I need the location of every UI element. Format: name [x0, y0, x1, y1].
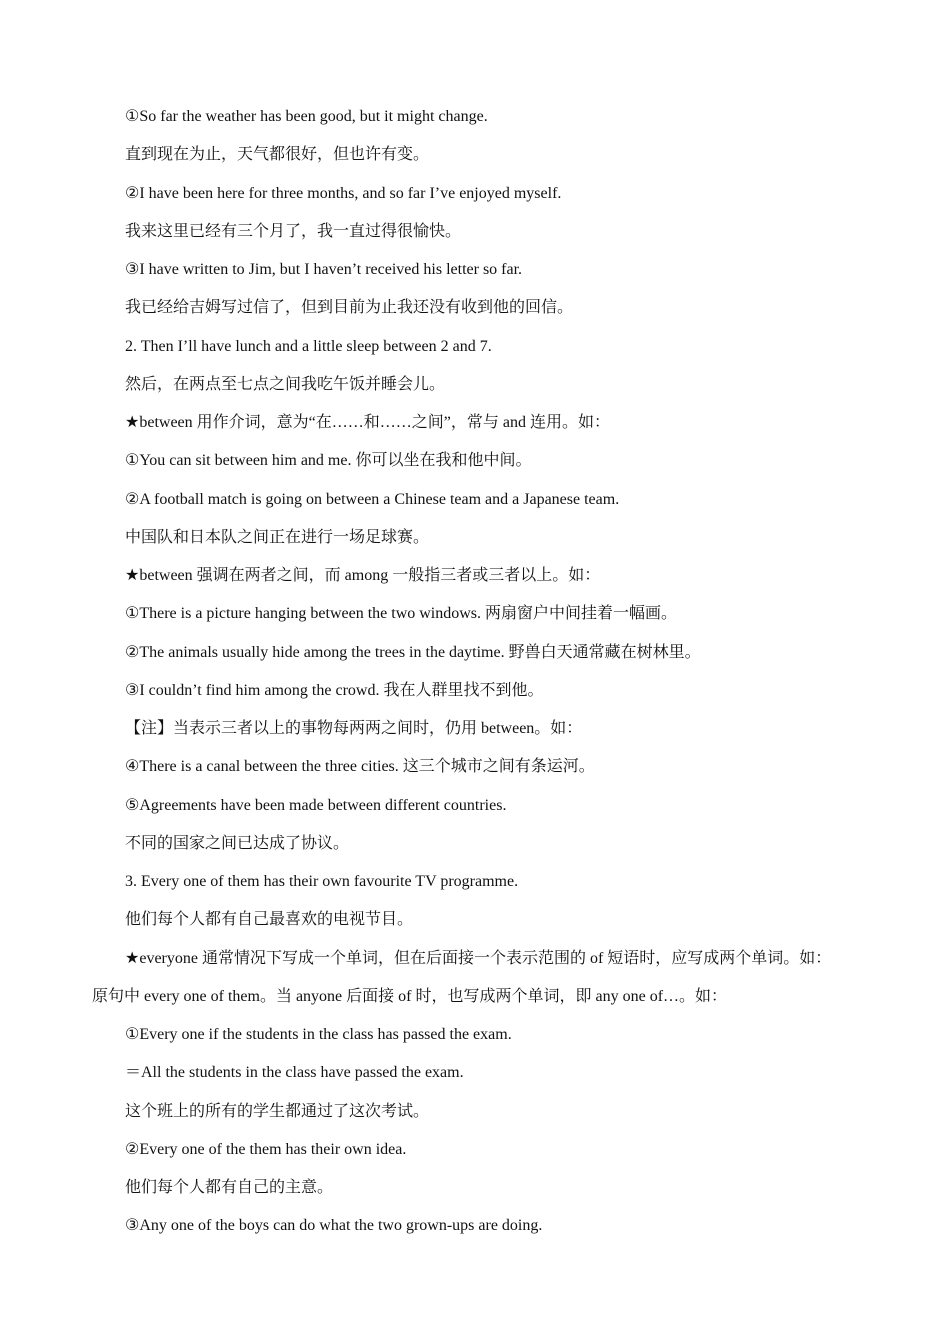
text-line: ②The animals usually hide among the trees in the daytime. 野兽白天通常藏在树林里。: [125, 643, 701, 661]
text-line: ①So far the weather has been good, but it might change.: [125, 108, 488, 125]
text-line: 2. Then I’ll have lunch and a little sleep between 2 and 7.: [125, 337, 492, 355]
text-line: 不同的国家之间已达成了协议。: [125, 834, 350, 852]
text-line: ①You can sit between him and me. 你可以坐在我和他中间。: [125, 452, 532, 470]
text-line: ②Every one of the them has their own idea.: [125, 1140, 407, 1158]
document-body: [92, 98, 882, 1246]
text-line: ⑤Agreements have been made between different countries.: [125, 796, 507, 814]
text-line: 【注】当表示三者以上的事物每两两之间时，仍用 between。如：: [125, 720, 583, 737]
text-line: 他们每个人都有自己最喜欢的电视节目。: [125, 911, 414, 929]
text-line: ①Every one if the students in the class has passed the exam.: [125, 1026, 512, 1043]
text-line: 我来这里已经有三个月了，我一直过得很愉快。: [125, 222, 462, 240]
text-line: ★everyone 通常情况下写成一个单词，但在后面接一个表示范围的 of 短语时，应写成两个单词。如：: [125, 949, 832, 967]
text-line: 他们每个人都有自己的主意。: [125, 1179, 334, 1196]
text-line: ④There is a canal between the three cities. 这三个城市之间有条运河。: [125, 758, 595, 776]
text-line: 这个班上的所有的学生都通过了这次考试。: [125, 1102, 430, 1120]
text-line: ★between 用作介词，意为“在……和……之间”，常与 and 连用。如：: [125, 414, 610, 431]
text-line: ②A football match is going on between a Chinese team and a Japanese team.: [125, 490, 620, 508]
text-line: ★between 强调在两者之间，而 among 一般指三者或三者以上。如：: [125, 567, 601, 584]
text-line: ②I have been here for three months, and so far I’ve enjoyed myself.: [125, 184, 562, 202]
text-line: ＝All the students in the class have passed the exam.: [125, 1064, 464, 1082]
text-line: 我已经给吉姆写过信了，但到目前为止我还没有收到他的回信。: [125, 299, 574, 317]
text-line: 中国队和日本队之间正在进行一场足球赛。: [125, 528, 430, 546]
text-line: 然后，在两点至七点之间我吃午饭并睡会儿。: [125, 375, 446, 393]
text-line: ③Any one of the boys can do what the two grown-ups are doing.: [125, 1217, 543, 1235]
text-line: ①There is a picture hanging between the two windows. 两扇窗户中间挂着一幅画。: [125, 605, 678, 623]
text-line: ③I couldn’t find him among the crowd. 我在人群里找不到他。: [125, 681, 544, 699]
text-line: ③I have written to Jim, but I haven’t received his letter so far.: [125, 261, 523, 278]
text-line: 3. Every one of them has their own favourite TV programme.: [125, 873, 519, 890]
text-line: 直到现在为止，天气都很好，但也许有变。: [125, 146, 430, 164]
text-line-continuation: 原句中 every one of them。当 anyone 后面接 of 时，也写成两个单词，即 any one of…。如：: [92, 987, 728, 1005]
